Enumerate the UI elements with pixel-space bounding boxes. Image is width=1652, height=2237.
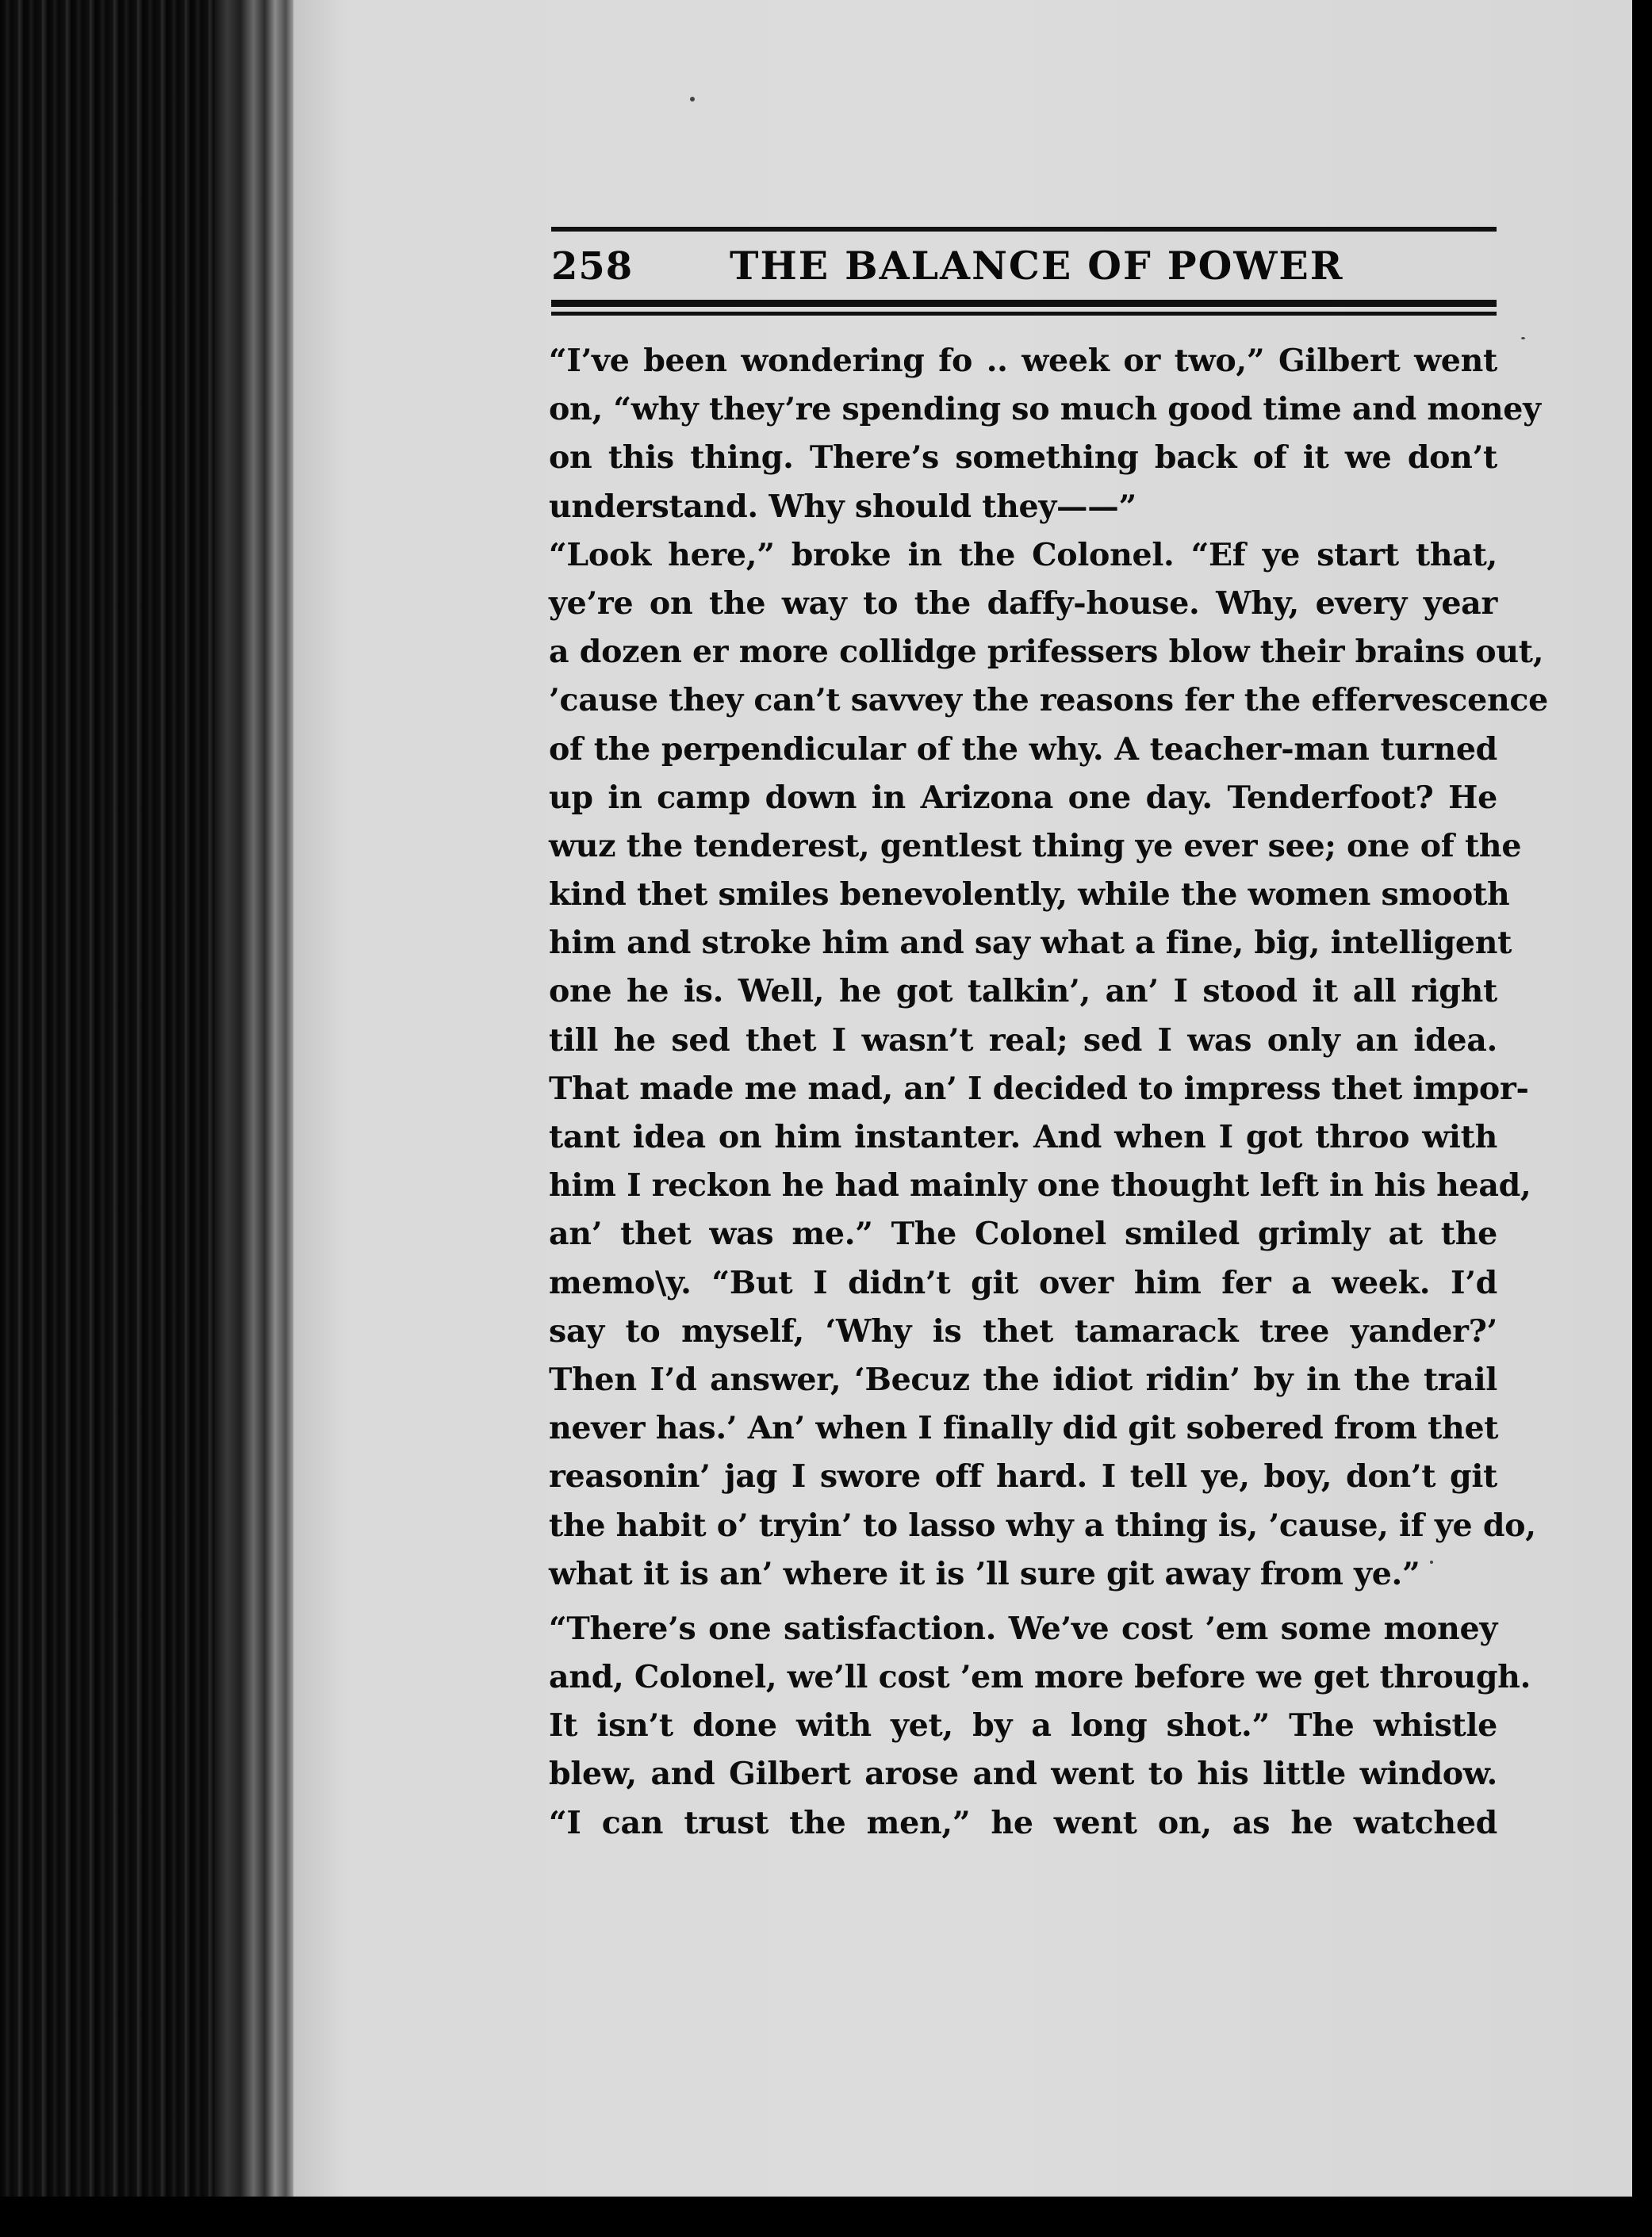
- text-line: one he is. Well, he got talkin’, an’ I stood it all right: [549, 973, 1497, 1010]
- text-line: on this thing. There’s something back of it we don’t: [549, 439, 1497, 477]
- text-line: of the perpendicular of the why. A teacher-man turned: [549, 730, 1497, 768]
- text-line: kind thet smiles benevolently, while the women smooth: [549, 876, 1510, 914]
- text-line: Then I’d answer, ‘Becuz the idiot ridin’ by in the trail: [549, 1361, 1497, 1398]
- scan-speck: [1521, 337, 1525, 339]
- text-line: what it is an’ where it is ’ll sure git away from ye.”: [549, 1555, 1420, 1592]
- text-line: blew, and Gilbert arose and went to his little window.: [549, 1756, 1497, 1793]
- running-title: THE BALANCE OF POWER: [730, 243, 1344, 289]
- scan-border-right: [1632, 0, 1652, 2237]
- running-header: [551, 238, 1497, 301]
- text-line: reasonin’ jag I swore off hard. I tell ye, boy, don’t git: [549, 1458, 1497, 1496]
- text-line: “There’s one satisfaction. We’ve cost ’em some money: [549, 1610, 1497, 1647]
- text-line: “I can trust the men,” he went on, as he watched: [549, 1804, 1497, 1841]
- text-line: a dozen er more collidge prifessers blow their brains out,: [549, 634, 1544, 671]
- paragraph: [549, 337, 1541, 531]
- scan-speck: [1430, 1561, 1433, 1564]
- text-line: ye’re on the way to the daffy-house. Why, every year: [549, 584, 1497, 622]
- text-line: say to myself, ‘Why is thet tamarack tree yander?’: [549, 1312, 1497, 1350]
- scan-speck: [690, 97, 695, 102]
- text-line: ’cause they can’t savvey the reasons fer the effervescence: [549, 682, 1548, 719]
- text-line: That made me mad, an’ I decided to impress thet impor-: [549, 1070, 1529, 1107]
- paragraph-gap: [549, 1599, 1497, 1605]
- text-line: and, Colonel, we’ll cost ’em more before we get through.: [549, 1659, 1531, 1696]
- header-top-rule: [551, 227, 1497, 232]
- text-line: memo\y. “But I didn’t git over him fer a week. I’d: [549, 1264, 1497, 1301]
- text-line: the habit o’ tryin’ to lasso why a thing is, ’cause, if ye do,: [549, 1507, 1536, 1544]
- text-line: him and stroke him and say what a fine, big, intelligent: [549, 925, 1512, 962]
- page-number: 258: [551, 244, 634, 289]
- paragraph: [549, 531, 1548, 1599]
- text-line: on, “why they’re spending so much good time and money: [549, 391, 1541, 428]
- text-line: till he sed thet I wasn’t real; sed I was only an idea.: [549, 1021, 1497, 1059]
- text-line: wuz the tenderest, gentlest thing ye ever see; one of the: [549, 827, 1522, 864]
- header-rule-thin: [551, 312, 1497, 316]
- text-line: understand. Why should they——”: [549, 488, 1136, 525]
- body-text: [549, 337, 1548, 1848]
- page-edge-shadow: [214, 0, 301, 2237]
- paragraph: [549, 1605, 1531, 1848]
- text-line: an’ thet was me.” The Colonel smiled grimly at the: [549, 1216, 1497, 1253]
- header-rule-thick: [551, 300, 1497, 307]
- text-line: It isn’t done with yet, by a long shot.” The whistle: [549, 1707, 1497, 1745]
- scan-border-bottom: [0, 2197, 1652, 2237]
- text-line: up in camp down in Arizona one day. Tenderfoot? He: [549, 779, 1497, 816]
- text-line: tant idea on him instanter. And when I got throo with: [549, 1119, 1497, 1155]
- text-line: never has.’ An’ when I finally did git sobered from thet: [549, 1410, 1499, 1447]
- text-line: “I’ve been wondering fo .. week or two,” Gilbert went: [549, 343, 1497, 379]
- text-line: “Look here,” broke in the Colonel. “Ef ye start that,: [549, 536, 1497, 573]
- text-line: him I reckon he had mainly one thought left in his head,: [549, 1167, 1531, 1205]
